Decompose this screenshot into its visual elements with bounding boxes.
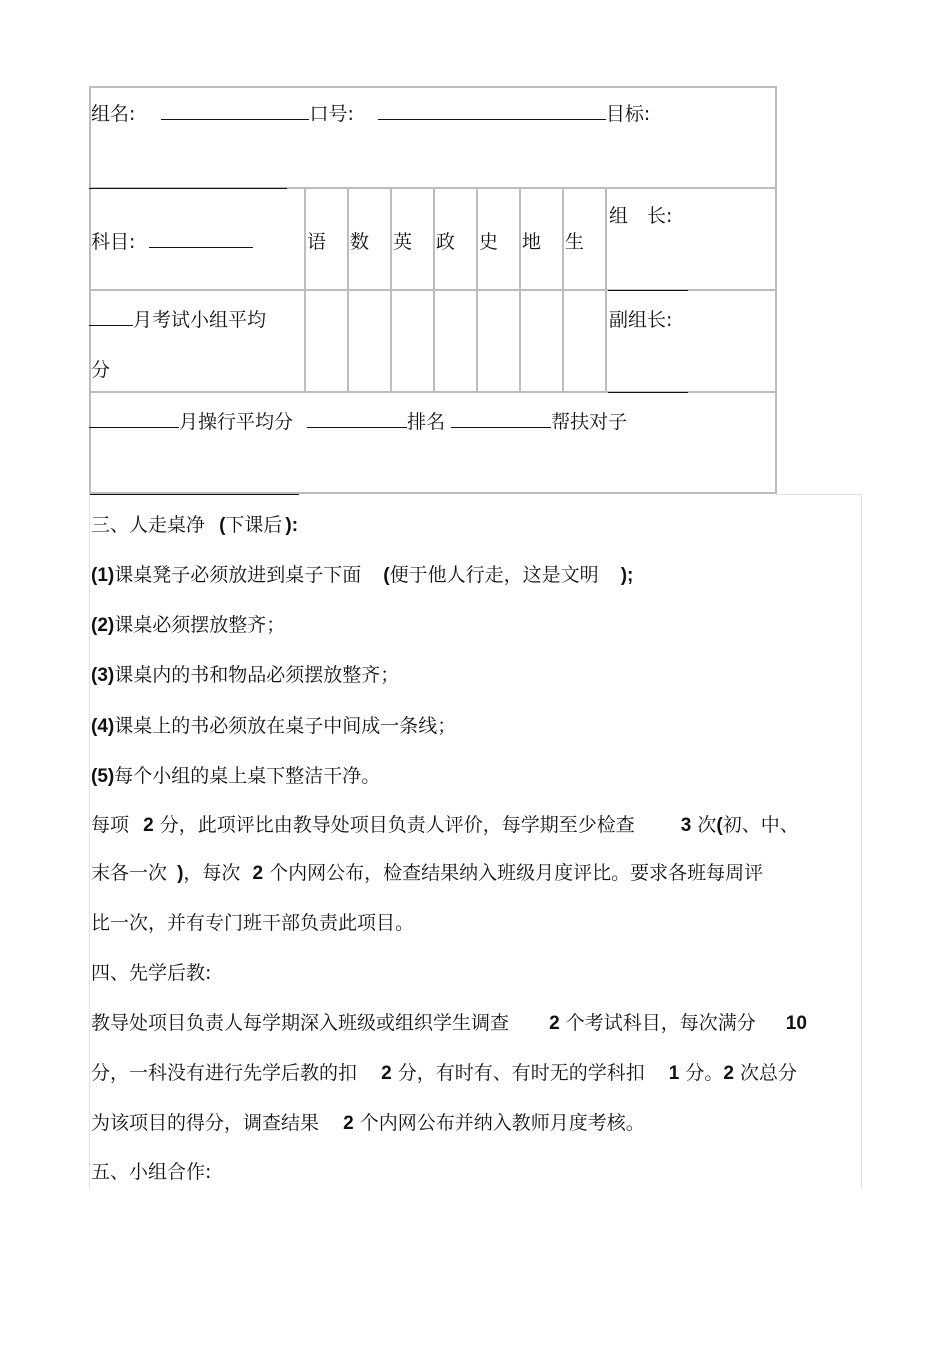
subject-英: 英: [393, 231, 413, 253]
rank-field[interactable]: [451, 426, 551, 428]
section5-heading: 五、小组合作:: [91, 1161, 212, 1183]
subject-地: 地: [522, 231, 542, 253]
subject-政: 政: [436, 231, 456, 253]
subject-语: 语: [307, 231, 327, 253]
pair-label: 帮扶对子: [551, 411, 628, 433]
section3-heading: 三、人走桌净 (下课后 ):: [91, 514, 299, 536]
leader-label: 组 长:: [609, 205, 673, 227]
group-name-field[interactable]: [161, 118, 309, 120]
leader-field[interactable]: [608, 274, 688, 296]
goal-field[interactable]: [89, 172, 287, 194]
section4-line3: 为该项目的得分，调查结果 2 个内网公布并纳入教师月度考核。: [91, 1112, 645, 1134]
slogan-field[interactable]: [378, 118, 606, 120]
conduct-label: 月操行平均分: [179, 411, 294, 433]
conduct-score-field[interactable]: [307, 426, 407, 428]
month-field[interactable]: [89, 324, 133, 326]
section4-line1: 教导处项目负责人每学期深入班级或组织学生调查 2 个考试科目，每次满分 10: [91, 1012, 807, 1034]
list-item: (2)课桌必须摆放整齐；: [91, 614, 286, 636]
vice-leader-field[interactable]: [608, 376, 688, 398]
text-frame-left: [89, 494, 90, 1189]
subject-数: 数: [350, 231, 370, 253]
subject-row: [91, 227, 253, 254]
monthly-exam-label: [89, 305, 266, 332]
conduct-row: [89, 407, 627, 434]
text-frame-right: [861, 494, 862, 1189]
list-item: (4)课桌上的书必须放在桌子中间成一条线；: [91, 715, 457, 737]
group-name-row: [91, 99, 650, 126]
list-item: (1)课桌凳子必须放进到桌子下面 (便于他人行走，这是文明 );: [91, 564, 634, 586]
subject-label: 科目:: [91, 231, 136, 253]
list-item: (5)每个小组的桌上桌下整洁干净。: [91, 765, 381, 787]
slogan-label: 口号:: [309, 103, 354, 125]
rank-label: 排名: [407, 411, 446, 433]
section3-para-line3: 比一次，并有专门班干部负责此项目。: [91, 912, 415, 934]
goal-label: 目标:: [605, 103, 651, 125]
conduct-month-field[interactable]: [89, 426, 179, 428]
pair-field[interactable]: [89, 478, 299, 500]
subject-生: 生: [565, 231, 585, 253]
section3-para-line1: 每项 2 分，此项评比由教导处项目负责人评价，每学期至少检查 3 次(初、中、: [91, 814, 799, 836]
section4-heading: 四、先学后教:: [91, 962, 212, 984]
subject-史: 史: [479, 231, 499, 253]
vice-leader-label: 副组长:: [609, 309, 673, 331]
section3-para-line2: 末各一次 )，每次 2 个内网公布，检查结果纳入班级月度评比。要求各班每周评: [91, 862, 764, 884]
list-item: (3)课桌内的书和物品必须摆放整齐；: [91, 664, 400, 686]
monthly-exam-suffix: 分: [91, 359, 111, 381]
subject-field[interactable]: [149, 246, 253, 248]
section4-line2: 分，一科没有进行先学后教的扣 2 分，有时有、有时无的学科扣 1 分。2 次总分: [91, 1062, 798, 1084]
monthly-exam-prefix: 月考试小组平均: [133, 309, 267, 331]
text-frame-top: [776, 494, 862, 495]
group-name-label: 组名:: [91, 103, 136, 125]
